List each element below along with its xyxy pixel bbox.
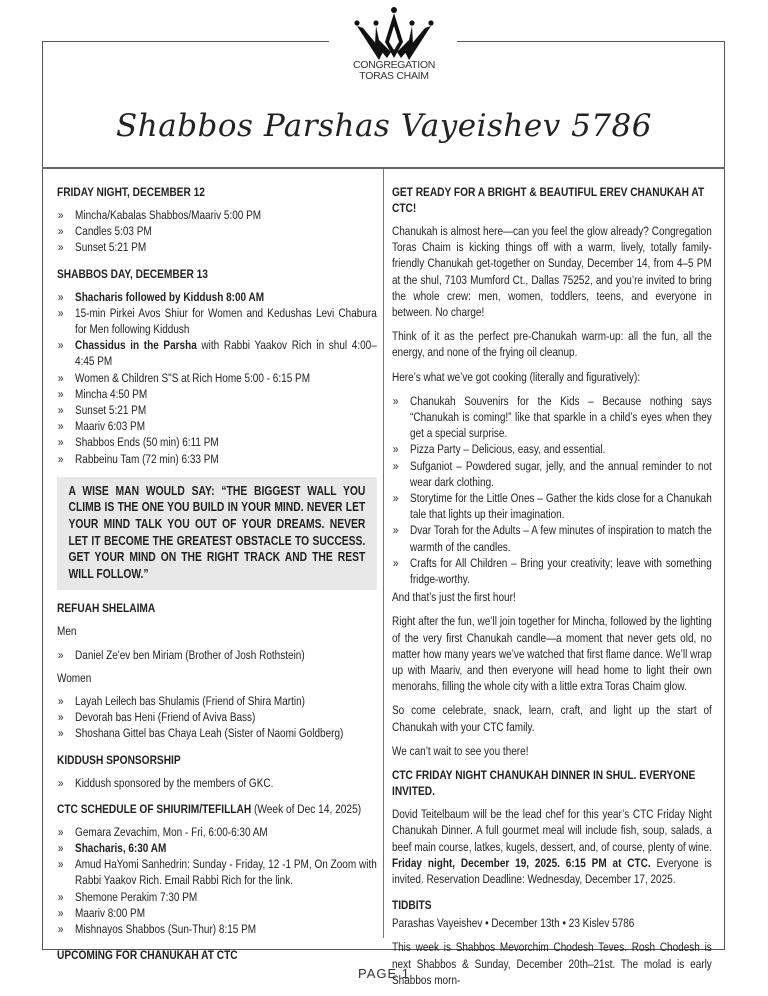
- paragraph: We can’t wait to see you there!: [392, 743, 529, 758]
- list-item: » Mincha 4:50 PM: [57, 386, 377, 402]
- list-item: » Pizza Party – Delicious, easy, and essential.: [392, 441, 712, 457]
- list-item: » Shacharis followed by Kiddush 8:00 AM: [57, 289, 377, 305]
- list-item: » Maariv 8:00 PM: [57, 905, 377, 921]
- refuah-heading: REFUAH SHELAIMA: [57, 601, 156, 616]
- tidbits-heading: TIDBITS: [392, 898, 432, 913]
- list-item: » Gemara Zevachim, Mon - Fri, 6:00-6:30 AM: [57, 824, 377, 840]
- shabbos-list: [57, 289, 377, 467]
- list-item: » Mincha/Kabalas Shabbos/Maariv 5:00 PM: [57, 207, 377, 223]
- page-number: PAGE 1: [357, 966, 410, 981]
- list-item: » Layah Leilech bas Shulamis (Friend of Shira Martin): [57, 693, 377, 709]
- list-item: » Sunset 5:21 PM: [57, 402, 377, 418]
- list-item: » Kiddush sponsored by the members of GKC.: [57, 775, 377, 791]
- paragraph: Chanukah is almost here—can you feel the glow already? Congregation Toras Chaim is kicking things off with a warm, lively, totally family-friendly Chanukah get-together on Sunday, December 14, from 4–5 PM at the shul, 7103 Mumford Ct., Dallas 75252, and you’re invited to bring the whole crew: men, women, toddlers, teens, and everyone in between. No charge!: [392, 224, 712, 320]
- women-list: [57, 693, 377, 742]
- friday-list: [57, 207, 377, 256]
- paragraph: And that’s just the first hour!: [392, 590, 516, 605]
- erev-heading: GET READY FOR A BRIGHT & BEAUTIFUL EREV CHANUKAH AT CTC!: [392, 185, 705, 215]
- friday-heading: FRIDAY NIGHT, DECEMBER 12: [57, 185, 205, 199]
- paragraph: Think of it as the perfect pre-Chanukah warm-up: all the fun, all the energy, and none of the frying oil cleanup.: [392, 329, 712, 360]
- list-item: » 15-min Pirkei Avos Shiur for Women and Kedushas Levi Chabura for Men following Kiddush: [57, 305, 377, 337]
- quote-box: A WISE MAN WOULD SAY: “THE BIGGEST WALL YOU CLIMB IS THE ONE YOU BUILD IN YOUR MIND. NEVER LET YOUR MIND TALK YOU OUT OF YOUR DREAMS. NEVER LET IT BECOME THE GREATEST OBSTACLE TO SUCCESS. GET YOUR MIND ON THE RIGHT TRACK AND THE REST WILL FOLLOW.”: [57, 477, 377, 591]
- list-item: » Amud HaYomi Sanhedrin: Sunday - Friday, 12 -1 PM, On Zoom with Rabbi Yaakov Rich. Email Rabbi Rich for the link.: [57, 856, 377, 888]
- column-divider: [383, 169, 384, 938]
- schedule-list: [57, 824, 377, 937]
- crown-icon: [349, 4, 439, 60]
- list-item: » Shemone Perakim 7:30 PM: [57, 889, 377, 905]
- paragraph: Here’s what we’ve got cooking (literally and figuratively):: [392, 369, 641, 384]
- list-item: » Shabbos Ends (50 min) 6:11 PM: [57, 434, 377, 450]
- paragraph: Right after the fun, we’ll join together for Mincha, followed by the lighting of the very first Chanukah candle—a moment that never gets old, no matter how many years we’ve watched that first flame dance. We’ll wrap up with Maariv, and then everyone will head home to light their own menorahs, filling the whole city with a little extra Toras Chaim glow.: [392, 614, 712, 694]
- logo-line-2: TORAS CHAIM: [359, 70, 429, 82]
- list-item: » Dvar Torah for the Adults – A few minutes of inspiration to match the warmth of the candles.: [392, 522, 712, 554]
- dinner-heading: CTC FRIDAY NIGHT CHANUKAH DINNER IN SHUL. EVERYONE INVITED.: [392, 768, 696, 799]
- logo-line-1: CONGREGATION: [353, 59, 435, 71]
- activities-list: [392, 393, 712, 587]
- left-column: [57, 178, 377, 970]
- schedule-heading: CTC SCHEDULE OF SHIURIM/TEFILLAH (Week of Dec 14, 2025): [57, 801, 362, 816]
- paragraph: So come celebrate, snack, learn, craft, and light up the start of Chanukah with your CTC family.: [392, 703, 712, 734]
- list-item: » Women & Children S"S at Rich Home 5:00 - 6:15 PM: [57, 370, 377, 386]
- list-item: » Devorah bas Heni (Friend of Aviva Bass): [57, 709, 377, 725]
- paragraph: Dovid Teitelbaum will be the lead chef for this year’s CTC Friday Night Chanukah Dinner. A full gourmet meal will include fish, soup, salads, a beef main course, latkes, kugels, dessert, and, of course, plenty of wine. Friday night, December 19, 2025. 6:15 PM at CTC. Everyone is invited. Reservation Deadline: Wednesday, December 17, 2025.: [392, 807, 712, 886]
- list-item: » Crafts for All Children – Bring your creativity; leave with something fridge-worthy.: [392, 555, 712, 587]
- list-item: » Rabbeinu Tam (72 min) 6:33 PM: [57, 451, 377, 467]
- list-item: » Shoshana Gittel bas Chaya Leah (Sister of Naomi Goldberg): [57, 725, 377, 741]
- men-label: Men: [57, 624, 77, 639]
- page-title: Shabbos Parshas Vayeishev 5786: [116, 108, 652, 144]
- kiddush-heading: KIDDUSH SPONSORSHIP: [57, 752, 181, 767]
- right-column: [392, 178, 712, 996]
- women-label: Women: [57, 670, 92, 685]
- list-item: » Mishnayos Shabbos (Sun-Thur) 8:15 PM: [57, 921, 377, 937]
- men-list: [57, 647, 377, 663]
- list-item: » Chassidus in the Parsha with Rabbi Yaakov Rich in shul 4:00–4:45 PM: [57, 337, 377, 369]
- list-item: » Shacharis, 6:30 AM: [57, 840, 377, 856]
- logo: [334, 4, 454, 82]
- tidbits-subtitle: Parashas Vayeishev • December 13th • 23 Kislev 5786: [392, 916, 635, 931]
- list-item: » Storytime for the Little Ones – Gather the kids close for a Chanukah tale that lights up their imagination.: [392, 490, 712, 522]
- list-item: » Candles 5:03 PM: [57, 223, 377, 239]
- list-item: » Chanukah Souvenirs for the Kids – Because nothing says “Chanukah is coming!” like that sparkle in a child’s eyes when they get a special surprise.: [392, 393, 712, 442]
- list-item: » Sunset 5:21 PM: [57, 239, 377, 255]
- list-item: » Maariv 6:03 PM: [57, 418, 377, 434]
- shabbos-heading: SHABBOS DAY, DECEMBER 13: [57, 266, 208, 281]
- kiddush-list: [57, 775, 377, 791]
- list-item: » Sufganiot – Powdered sugar, jelly, and the annual reminder to not wear dark clothing.: [392, 458, 712, 490]
- upcoming-heading: UPCOMING FOR CHANUKAH AT CTC: [57, 948, 238, 963]
- paragraph: This week is Shabbos Mevorchim Chodesh Teves. Rosh Chodesh is next Shabbos & Sunday, December 20th–21st. The molad is early Shabbos morn-: [392, 940, 712, 987]
- list-item: » Daniel Ze'ev ben Miriam (Brother of Josh Rothstein): [57, 647, 377, 663]
